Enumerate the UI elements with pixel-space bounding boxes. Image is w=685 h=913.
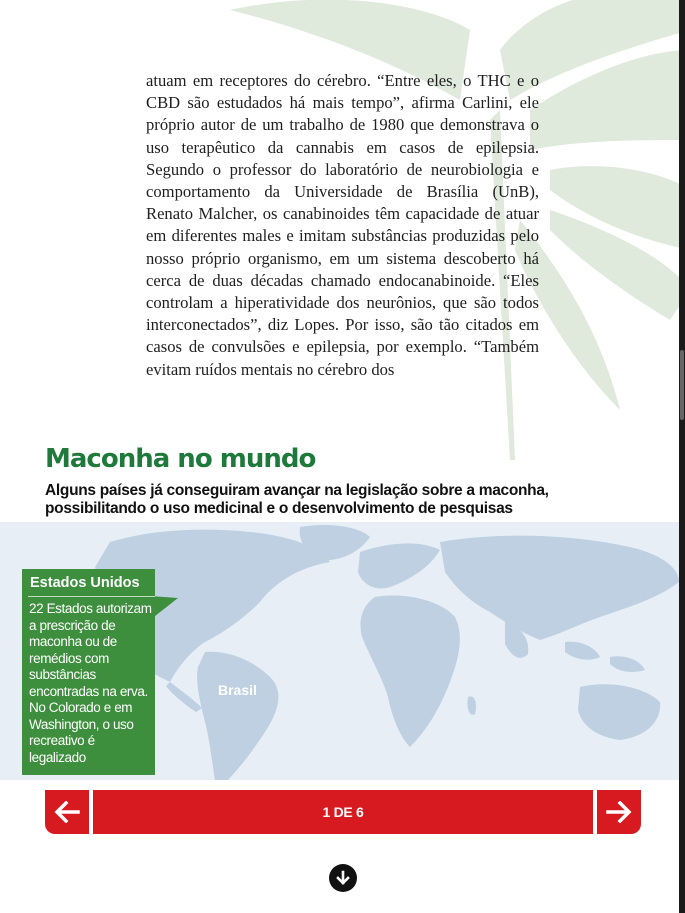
- section-subtitle: Alguns países já conseguiram avançar na legislação sobre a maconha, possibilitando o uso medicinal e o desenvolvimento de pesquisas: [45, 482, 549, 517]
- slide-counter-bar: [93, 790, 593, 834]
- arrow-right-icon: [606, 801, 632, 823]
- slide-counter: 1 DE 6: [322, 804, 364, 820]
- map-label-brasil: Brasil: [218, 682, 257, 698]
- arrow-left-icon: [54, 801, 80, 823]
- section-title: Maconha no mundo: [45, 444, 316, 474]
- info-box-divider: [28, 596, 155, 597]
- previous-slide-button[interactable]: [45, 790, 89, 834]
- arrow-down-circle-icon: [335, 870, 351, 886]
- next-slide-button[interactable]: [597, 790, 641, 834]
- info-box-title: Estados Unidos: [30, 575, 140, 591]
- scroll-down-button[interactable]: [329, 864, 357, 892]
- info-box-text: 22 Estados autorizam a prescrição de maconha ou de remédios com substâncias encontradas na erva. No Colorado e em Washington, o uso recreativo é legalizado: [29, 601, 152, 765]
- slide-pager: [45, 790, 641, 834]
- article-body: atuam em receptores do cérebro. “Entre eles, o THC e o CBD são estudados há mais tempo”, afirma Carlini, ele próprio autor de um trabalho de 1980 que demonstrava o uso terapêutico da cannabis em casos de epilepsia. Segundo o professor do laboratório de neurobiologia e comportamento da Universidade de Brasília (UnB), Renato Malcher, os canabinoides têm capacidade de atuar em diferentes males e imitam substâncias produzidas pelo nosso próprio organismo, em um sistema descoberto há cerca de duas décadas chamado endocanabinoide. “Eles controlam a hiperatividade dos neurônios, que são todos interconectados”, diz Lopes. Por isso, são tão citados em casos de convulsões e epilepsia, por exemplo. “Também evitam ruídos mentais no cérebro dos: [146, 71, 539, 379]
- scrollbar[interactable]: [679, 0, 685, 913]
- info-box-pointer: [150, 596, 180, 622]
- scrollbar-thumb[interactable]: [680, 350, 684, 420]
